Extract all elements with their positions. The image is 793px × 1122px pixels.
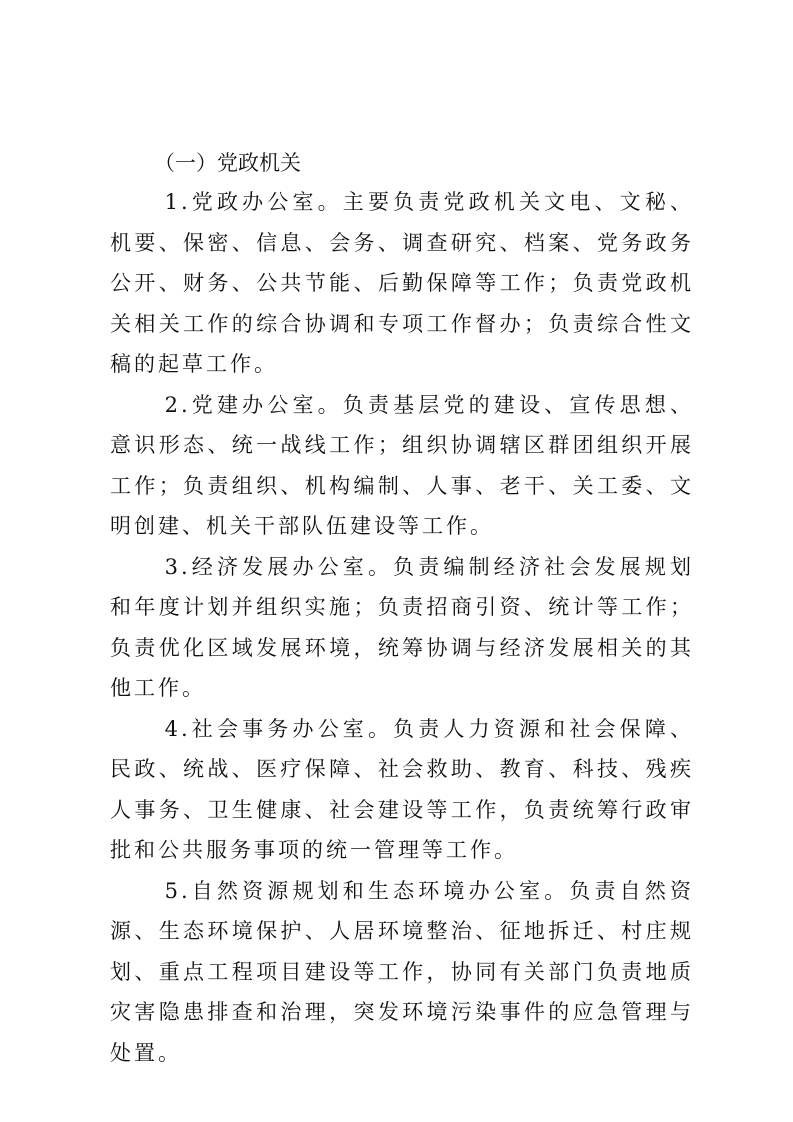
paragraph-party-building-office: 2.党建办公室。负责基层党的建设、宣传思想、意识形态、统一战线工作；组织协调辖区群团组织开展工作；负责组织、机构编制、人事、老干、关工委、文明创建、机关干部队伍建设等工作。: [110, 392, 694, 538]
paragraph-social-affairs-office: 4.社会事务办公室。负责人力资源和社会保障、民政、统战、医疗保障、社会救助、教育、科技、残疾人事务、卫生健康、社会建设等工作，负责统筹行政审批和公共服务事项的统一管理等工作。: [110, 716, 694, 862]
document-body: [110, 144, 694, 1073]
paragraph-party-government-office: 1.党政办公室。主要负责党政机关文电、文秘、机要、保密、信息、会务、调查研究、档案、党务政务公开、财务、公共节能、后勤保障等工作；负责党政机关相关工作的综合协调和专项工作督办；负责综合性文稿的起草工作。: [110, 190, 694, 376]
paragraph-natural-resources-office: 5.自然资源规划和生态环境办公室。负责自然资源、生态环境保护、人居环境整治、征地拆迁、村庄规划、重点工程项目建设等工作，协同有关部门负责地质灾害隐患排查和治理，突发环境污染事件的应急管理与处置。: [110, 878, 694, 1065]
section-heading: （一）党政机关: [154, 151, 301, 175]
paragraph-economic-development-office: 3.经济发展办公室。负责编制经济社会发展规划和年度计划并组织实施；负责招商引资、统计等工作；负责优化区域发展环境，统筹协调与经济发展相关的其他工作。: [110, 554, 694, 700]
